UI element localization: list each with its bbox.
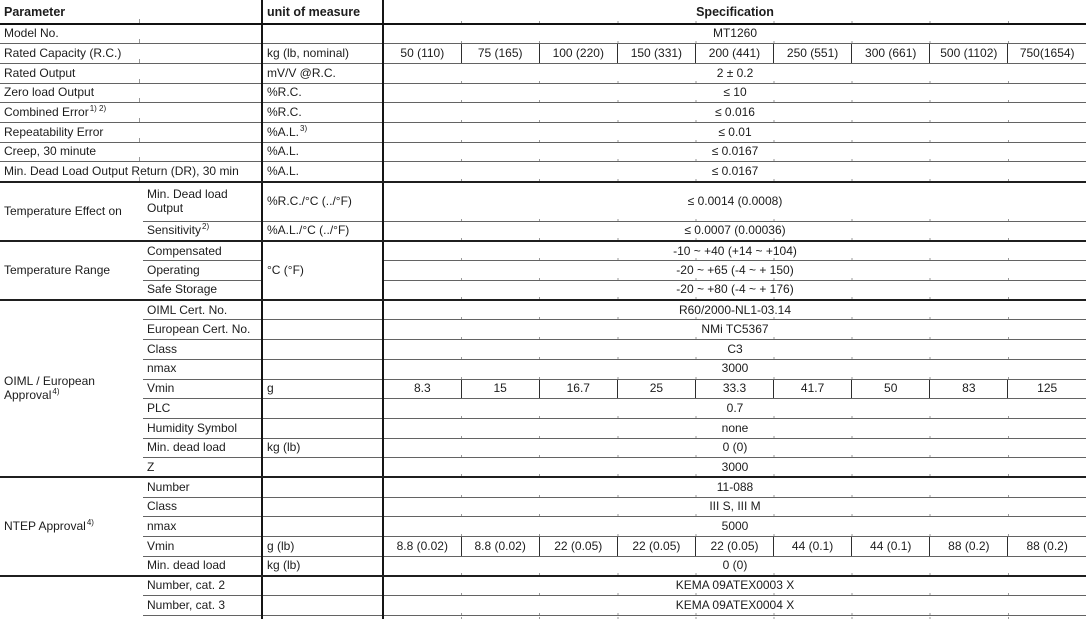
unit-cell <box>262 24 383 44</box>
vmin-cell: 22 (0.05) <box>617 537 695 557</box>
spec-cell: NMi TC5367 <box>383 320 1086 340</box>
spec-cell: ≤ 0.0167 <box>383 162 1086 182</box>
unit-cell <box>262 517 383 537</box>
spec-cell: III S, III M <box>383 497 1086 517</box>
subparam-cell: Vmin <box>143 379 262 399</box>
unit-cell: g <box>262 379 383 399</box>
group-cell-oiml-approval <box>0 300 143 477</box>
table-row <box>0 222 1086 242</box>
vmin-cell: 22 (0.05) <box>695 537 773 557</box>
spec-cell: 3000 <box>383 359 1086 379</box>
table-row <box>0 340 1086 360</box>
spec-cell: -10 ~ +40 (+14 ~ +104) <box>383 241 1086 261</box>
unit-label: %A.L. <box>267 124 300 139</box>
unit-cell: %R.C./°C (../°F) <box>262 182 383 222</box>
unit-column-header: unit of measure <box>262 0 383 24</box>
unit-cell <box>262 497 383 517</box>
subparam-cell: Number, cat. 3 <box>143 596 262 616</box>
spec-cell: 0 (0) <box>383 556 1086 576</box>
unit-cell: %R.C. <box>262 83 383 103</box>
subparam-cell: Z <box>143 458 262 478</box>
unit-cell <box>262 399 383 419</box>
subparam-cell: PLC <box>143 399 262 419</box>
table-row <box>0 63 1086 83</box>
vmin-cell: 8.3 <box>383 379 461 399</box>
param-cell-model-no: Model No. <box>0 24 262 44</box>
spec-cell: 0 (0) <box>383 438 1086 458</box>
group-label: OIML / European Approval <box>4 374 95 402</box>
vmin-cell: 8.8 (0.02) <box>383 537 461 557</box>
param-cell-rated-capacity: Rated Capacity (R.C.) <box>0 44 262 64</box>
footnote-marker: 4) <box>52 386 60 396</box>
spec-cell: 5000 <box>383 517 1086 537</box>
table-row <box>0 399 1086 419</box>
table-row <box>0 379 1086 399</box>
subparam-cell: Vmin <box>143 537 262 557</box>
header-row <box>0 0 1086 24</box>
unit-cell: %A.L. <box>262 162 383 182</box>
unit-cell: kg (lb) <box>262 556 383 576</box>
subparam-cell <box>143 222 262 242</box>
unit-cell <box>262 458 383 478</box>
table-row <box>0 320 1086 340</box>
table-row <box>0 359 1086 379</box>
vmin-cell: 15 <box>461 379 539 399</box>
table-row <box>0 517 1086 537</box>
unit-cell <box>262 477 383 497</box>
subparam-cell: Class <box>143 497 262 517</box>
unit-cell <box>262 340 383 360</box>
table-row <box>0 281 1086 301</box>
footnote-marker: 2) <box>202 222 210 232</box>
table-row <box>0 142 1086 162</box>
vmin-cell: 16.7 <box>539 379 617 399</box>
capacity-cell: 50 (110) <box>383 44 461 64</box>
unit-cell: kg (lb, nominal) <box>262 44 383 64</box>
spec-cell: none <box>383 418 1086 438</box>
vmin-cell: 88 (0.2) <box>1008 537 1086 557</box>
group-cell-temperature-range: Temperature Range <box>0 241 143 300</box>
unit-cell <box>262 300 383 320</box>
spec-cell: 11-088 <box>383 477 1086 497</box>
subparam-cell: European Cert. No. <box>143 320 262 340</box>
unit-cell: %A.L./°C (../°F) <box>262 222 383 242</box>
spec-cell: ≤ 0.016 <box>383 103 1086 123</box>
spec-cell: -20 ~ +80 (-4 ~ + 176) <box>383 281 1086 301</box>
table-row <box>0 44 1086 64</box>
spec-cell: KEMA 09ATEX0004 X <box>383 596 1086 616</box>
capacity-cell: 300 (661) <box>852 44 930 64</box>
parameter-column-header: Parameter <box>0 0 262 24</box>
capacity-cell: 100 (220) <box>539 44 617 64</box>
param-cell-repeatability-error: Repeatability Error <box>0 122 262 142</box>
unit-cell <box>262 576 383 596</box>
subparam-cell: Operating <box>143 261 262 281</box>
vmin-cell: 125 <box>1008 379 1086 399</box>
table-row <box>0 24 1086 44</box>
subparam-cell: nmax <box>143 517 262 537</box>
param-cell-rated-output: Rated Output <box>0 63 262 83</box>
unit-cell <box>262 596 383 616</box>
spec-cell: ≤ 0.0167 <box>383 142 1086 162</box>
table-row <box>0 103 1086 123</box>
subparam-label: Sensitivity <box>147 223 202 238</box>
subparam-cell <box>143 615 262 619</box>
table-row <box>0 261 1086 281</box>
group-label: NTEP Approval <box>4 518 86 533</box>
subparam-cell: Number, cat. 2 <box>143 576 262 596</box>
table-row <box>0 576 1086 596</box>
param-cell-combined-error <box>0 103 262 123</box>
subparam-cell: Min. dead load <box>143 438 262 458</box>
table-row <box>0 300 1086 320</box>
spec-cell: 2 ± 0.2 <box>383 63 1086 83</box>
vmin-cell: 41.7 <box>774 379 852 399</box>
specification-column-header: Specification <box>383 0 1086 24</box>
capacity-cell: 200 (441) <box>695 44 773 64</box>
footnote-marker: 4) <box>86 517 94 527</box>
capacity-cell: 500 (1102) <box>930 44 1008 64</box>
unit-cell: g (lb) <box>262 537 383 557</box>
unit-cell <box>262 615 383 619</box>
table-row <box>0 182 1086 222</box>
capacity-cell: 150 (331) <box>617 44 695 64</box>
unit-cell: kg (lb) <box>262 438 383 458</box>
table-row <box>0 438 1086 458</box>
vmin-cell: 88 (0.2) <box>930 537 1008 557</box>
unit-cell: %R.C. <box>262 103 383 123</box>
table-row <box>0 596 1086 616</box>
table-row <box>0 162 1086 182</box>
vmin-cell: 22 (0.05) <box>539 537 617 557</box>
subparam-cell: Compensated <box>143 241 262 261</box>
spec-cell: ≤ 10 <box>383 83 1086 103</box>
subparam-cell: OIML Cert. No. <box>143 300 262 320</box>
vmin-cell: 83 <box>930 379 1008 399</box>
spec-cell: KEMA 09ATEX0003 X <box>383 576 1086 596</box>
footnote-marker: 1) 2) <box>89 103 107 113</box>
unit-cell <box>262 359 383 379</box>
table-row <box>0 477 1086 497</box>
vmin-cell: 44 (0.1) <box>852 537 930 557</box>
spec-cell: -20 ~ +65 (-4 ~ + 150) <box>383 261 1086 281</box>
vmin-cell: 44 (0.1) <box>774 537 852 557</box>
table-row <box>0 122 1086 142</box>
vmin-cell: 8.8 (0.02) <box>461 537 539 557</box>
subparam-cell: Min. Dead load Output <box>143 182 262 222</box>
table-row <box>0 458 1086 478</box>
group-cell-ntep-approval <box>0 477 143 575</box>
unit-cell <box>262 320 383 340</box>
table-row <box>0 83 1086 103</box>
capacity-cell: 750(1654) <box>1008 44 1086 64</box>
subparam-cell: nmax <box>143 359 262 379</box>
spec-cell: R60/2000-NL1-03.14 <box>383 300 1086 320</box>
capacity-cell: 250 (551) <box>774 44 852 64</box>
spec-cell <box>383 615 1086 619</box>
group-cell-temperature-effect: Temperature Effect on <box>0 182 143 242</box>
table-row <box>0 497 1086 517</box>
subparam-cell: Number <box>143 477 262 497</box>
group-cell-empty <box>0 576 143 619</box>
spec-cell: ≤ 0.0014 (0.0008) <box>383 182 1086 222</box>
param-label: Combined Error <box>4 104 89 119</box>
spec-cell: 0.7 <box>383 399 1086 419</box>
table-row <box>0 241 1086 261</box>
vmin-cell: 50 <box>852 379 930 399</box>
subparam-cell: Min. dead load <box>143 556 262 576</box>
unit-cell: mV/V @R.C. <box>262 63 383 83</box>
unit-cell: %A.L. <box>262 142 383 162</box>
vmin-cell: 33.3 <box>695 379 773 399</box>
capacity-cell: 75 (165) <box>461 44 539 64</box>
unit-cell <box>262 418 383 438</box>
spec-cell: ≤ 0.0007 (0.00036) <box>383 222 1086 242</box>
subparam-cell: Class <box>143 340 262 360</box>
subparam-cell: Humidity Symbol <box>143 418 262 438</box>
spec-cell: ≤ 0.01 <box>383 122 1086 142</box>
param-cell-dead-load-output-return: Min. Dead Load Output Return (DR), 30 min <box>0 162 262 182</box>
param-cell-zero-load-output: Zero load Output <box>0 83 262 103</box>
spec-cell: C3 <box>383 340 1086 360</box>
unit-cell <box>262 122 383 142</box>
spec-cell-model-no: MT1260 <box>383 24 1086 44</box>
param-cell-creep: Creep, 30 minute <box>0 142 262 162</box>
vmin-cell: 25 <box>617 379 695 399</box>
subparam-cell: Safe Storage <box>143 281 262 301</box>
table-row <box>0 556 1086 576</box>
table-row <box>0 537 1086 557</box>
table-row-cutoff <box>0 615 1086 619</box>
spec-cell: 3000 <box>383 458 1086 478</box>
footnote-marker: 3) <box>300 123 308 133</box>
table-row <box>0 418 1086 438</box>
unit-cell: °C (°F) <box>262 241 383 300</box>
